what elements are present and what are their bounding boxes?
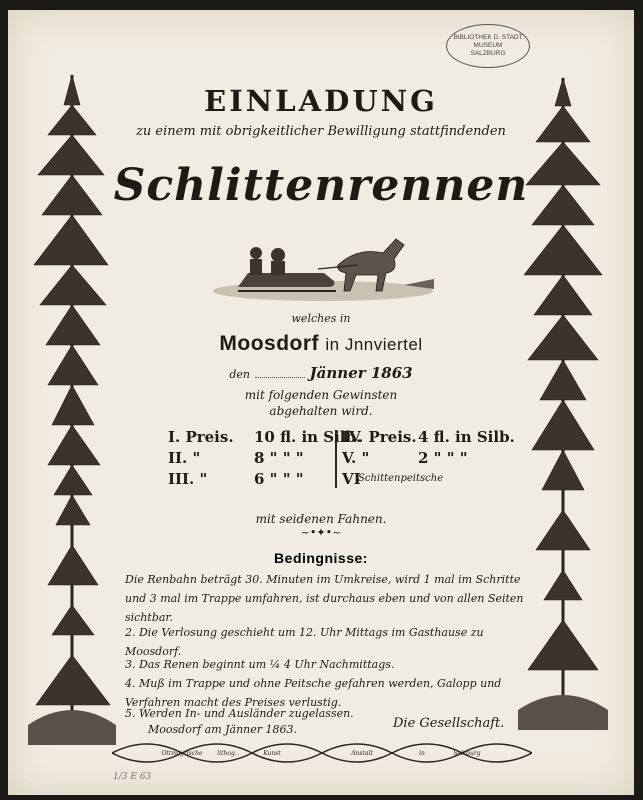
date-line bbox=[8, 364, 634, 382]
date-prefix: den bbox=[229, 368, 251, 381]
conditions-heading: Bedingnisse: bbox=[274, 550, 368, 566]
prizes-footer: mit seidenen Fahnen. bbox=[255, 512, 387, 526]
prize-label: II. " bbox=[168, 449, 201, 467]
prize-value: Schittenpeitsche bbox=[358, 473, 444, 484]
prize-row bbox=[168, 428, 515, 449]
ornament-icon: ~•✦•~ bbox=[300, 526, 342, 539]
stamp-line: BIBLIOTHEK D. STADT bbox=[453, 34, 523, 41]
prize-value: 2 " " " bbox=[418, 449, 468, 467]
prize-value: 4 fl. in Silb. bbox=[418, 428, 515, 446]
band-word: lithog. bbox=[217, 750, 237, 757]
condition-item: 4. Muß im Trappe und ohne Peitsche gefahren werden, Galopp und Verfahren macht des Preises verlustig. bbox=[125, 677, 502, 709]
prize-value: 8 " " " bbox=[254, 449, 304, 467]
prize-label: IV. Preis. bbox=[342, 428, 417, 446]
band-word: Anstalt bbox=[351, 750, 373, 757]
event-title: Schlittenrennen bbox=[113, 160, 529, 211]
stamp-line: SALZBURG bbox=[470, 50, 506, 57]
event-date: Jänner 1863 bbox=[309, 364, 413, 382]
place-name: Moosdorf bbox=[219, 332, 320, 355]
prize-label: VI bbox=[342, 470, 361, 488]
band-word: Ottmayrische bbox=[161, 750, 203, 757]
prize-value: 6 " " " bbox=[254, 470, 304, 488]
prize-row bbox=[168, 470, 498, 491]
band-word: Salzburg bbox=[453, 750, 481, 757]
prize-label: V. " bbox=[342, 449, 370, 467]
prizes-intro: mit folgenden Gewinsten bbox=[244, 388, 398, 402]
stamp-line: MUSEUM bbox=[473, 42, 503, 49]
prize-value: 10 fl. in Silb. bbox=[254, 428, 362, 446]
band-word: Kunst bbox=[263, 750, 281, 757]
region-name: in Jnnviertel bbox=[325, 335, 423, 354]
poster-subtitle: zu einem mit obrigkeitlicher Bewilligung stattfindenden bbox=[136, 124, 506, 139]
held-line: abgehalten wird. bbox=[269, 404, 373, 418]
poster-title: EINLADUNG bbox=[204, 84, 438, 118]
prize-label: I. Preis. bbox=[168, 428, 234, 446]
sleigh-race-illustration bbox=[208, 225, 438, 305]
prize-label: III. " bbox=[168, 470, 208, 488]
decorative-border-band bbox=[112, 735, 532, 771]
location-intro: welches in bbox=[291, 312, 351, 325]
closing-line: Moosdorf am Jänner 1863. bbox=[148, 723, 298, 736]
signature: Die Gesellschaft. bbox=[393, 716, 505, 731]
museum-stamp bbox=[446, 24, 530, 68]
condition-item: Die Renbahn beträgt 30. Minuten im Umkreise, wird 1 mal im Schritte und 3 mal im Trappe umfahren, ist durchaus eben und von allen Seiten sichtbar. bbox=[125, 573, 524, 624]
condition-item: 2. Die Verlosung geschieht um 12. Uhr Mittags im Gasthause zu Moosdorf. bbox=[125, 626, 484, 658]
poster-sheet bbox=[8, 10, 634, 795]
band-word: in bbox=[419, 750, 425, 757]
condition-item: 3. Das Renen beginnt um ¼ 4 Uhr Nachmittags. bbox=[125, 658, 395, 671]
pencil-inventory-note: 1/3 E 63 bbox=[113, 772, 152, 782]
location-line bbox=[8, 332, 634, 356]
prize-table bbox=[168, 428, 515, 491]
condition-item: 5. Werden In- und Ausländer zugelassen. bbox=[125, 707, 354, 720]
prize-row bbox=[168, 449, 498, 470]
